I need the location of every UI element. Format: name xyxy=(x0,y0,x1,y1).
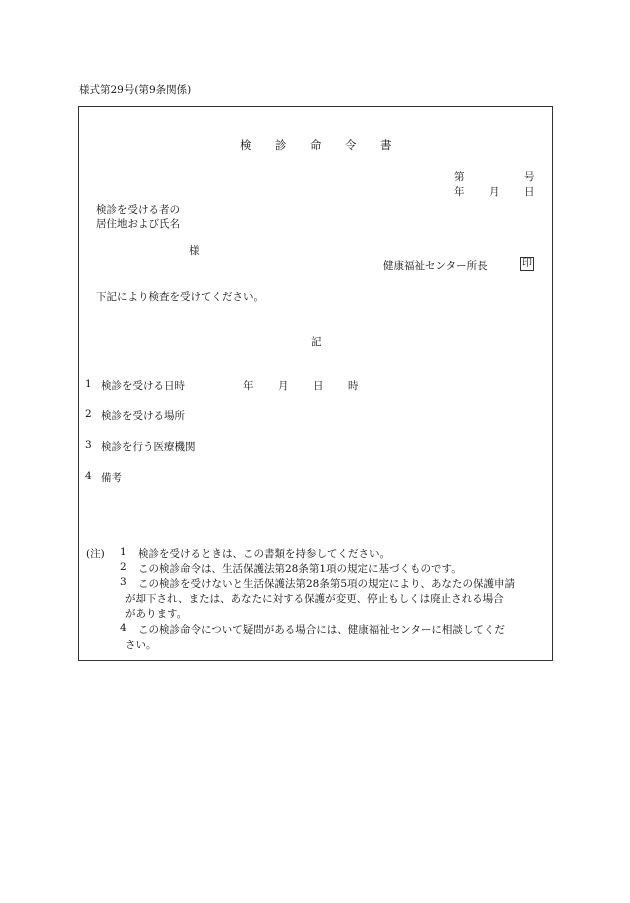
ki-heading: 記 xyxy=(311,336,322,348)
title-char: 検 xyxy=(240,138,252,152)
title-char: 診 xyxy=(275,138,287,152)
recipient-label-line2: 居住地および氏名 xyxy=(96,218,180,230)
note-4-line-1: この検診命令について疑問がある場合には、健康福祉センターに相談してくだ xyxy=(138,624,505,636)
issuer-title: 健康福祉センター所長 xyxy=(383,260,488,272)
note-number: 2 xyxy=(120,561,127,573)
recipient-label-line1: 検診を受ける者の xyxy=(96,204,180,216)
item-label-exam-datetime: 検診を受ける日時 xyxy=(101,380,185,392)
note-3-line-1: この検診を受けないと生活保護法第28条第5項の規定により、あなたの保護申請 xyxy=(138,578,516,590)
note-1: 検診を受けるときは、この書類を持参してください。 xyxy=(138,548,390,560)
title-char: 令 xyxy=(345,138,357,152)
exam-year: 年 xyxy=(243,380,254,392)
document-number-suffix: 号 xyxy=(524,171,535,183)
note-3-line-2: が却下され、または、あなたに対する保護が変更、停止もしくは廃止される場合 xyxy=(125,593,504,605)
issuer-seal-box xyxy=(520,257,534,271)
item-number: 1 xyxy=(85,378,92,390)
item-number: 4 xyxy=(85,470,92,482)
date-month: 月 xyxy=(489,186,500,198)
date-day: 日 xyxy=(524,186,535,198)
item-label-medical-institution: 検診を行う医療機関 xyxy=(101,441,196,453)
recipient-honorific: 様 xyxy=(189,245,200,257)
exam-month: 月 xyxy=(278,380,289,392)
item-label-exam-place: 検診を受ける場所 xyxy=(101,410,185,422)
exam-day: 日 xyxy=(313,380,324,392)
item-number: 2 xyxy=(85,408,92,420)
date-year: 年 xyxy=(454,186,465,198)
item-number: 3 xyxy=(85,439,92,451)
note-number: 1 xyxy=(120,546,127,558)
title-char: 書 xyxy=(380,138,392,152)
form-number: 様式第29号(第9条関係) xyxy=(79,84,192,96)
note-number: 3 xyxy=(120,576,127,588)
note-number: 4 xyxy=(120,622,127,634)
item-label-remarks: 備考 xyxy=(101,472,122,484)
intro-text: 下記により検査を受けてください。 xyxy=(96,291,264,303)
note-2: この検診命令は、生活保護法第28条第1項の規定に基づくものです。 xyxy=(138,563,462,575)
note-3-line-3: があります。 xyxy=(125,608,188,620)
document-number-prefix: 第 xyxy=(454,171,465,183)
exam-hour: 時 xyxy=(348,380,359,392)
seal-mark: 印 xyxy=(522,258,532,269)
note-4-line-2: さい。 xyxy=(125,639,157,651)
notes-prefix: (注) xyxy=(86,548,105,560)
title-char: 命 xyxy=(310,138,322,152)
